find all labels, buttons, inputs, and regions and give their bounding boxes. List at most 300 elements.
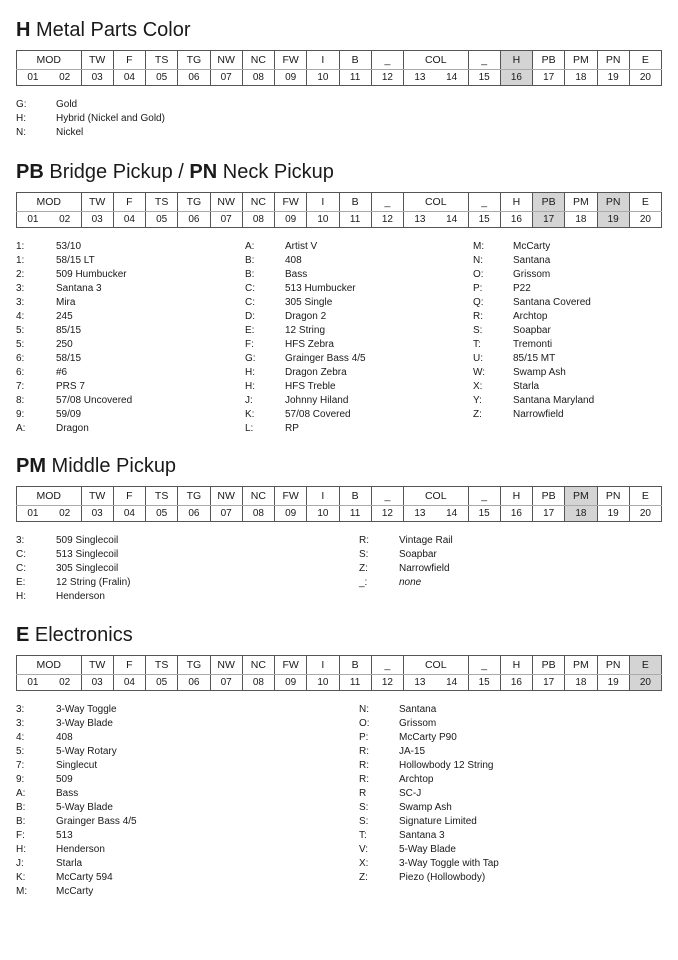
section-metal-parts-color [16,18,662,140]
legend-entry [16,324,132,338]
entry-code: Z: [473,409,482,420]
position-label: I [307,656,339,675]
entry-code: E: [245,325,255,336]
legend-entry [245,268,366,282]
position-number: 04 [113,675,145,691]
legend-entry [359,843,499,857]
legend-column [245,240,366,436]
entry-code: C: [245,283,255,294]
legend-entry [16,408,132,422]
legend-entry [16,576,130,590]
legend-entry [245,254,366,268]
legend-entry [359,773,499,787]
entry-code: B: [245,269,255,280]
entry-code: 3: [16,718,25,729]
entry-code: H: [16,844,26,855]
position-label: PB [533,656,565,675]
position-label: E [629,51,661,70]
legend-entry [245,240,366,254]
position-number: 19 [597,70,629,86]
position-number: 11 [339,675,371,691]
position-label: COL [404,193,469,212]
legend-entry [473,352,594,366]
entry-description: Piezo (Hollowbody) [399,872,486,883]
position-label: PB [533,193,565,212]
position-number: 19 [597,506,629,522]
position-label: PB [533,487,565,506]
position-label: _ [468,193,500,212]
entry-description: Johnny Hiland [285,395,349,406]
position-label: E [629,487,661,506]
entry-description: Vintage Rail [399,535,453,546]
position-label: _ [371,51,403,70]
number-row [17,212,662,228]
position-number: 01 [17,506,49,522]
entry-code: 3: [16,297,25,308]
position-number: 03 [81,506,113,522]
legend-column [16,98,165,140]
entry-code: A: [16,788,26,799]
position-number: 15 [468,70,500,86]
position-number: 01 [17,212,49,228]
position-number: 10 [307,675,339,691]
entry-description: Tremonti [513,339,553,350]
position-number: 04 [113,212,145,228]
number-row [17,675,662,691]
entry-description: Soapbar [399,549,437,560]
legend-entry [245,422,366,436]
legend-entry [359,576,453,590]
entry-description: 513 Singlecoil [56,549,119,560]
entry-description: 408 [285,255,302,266]
entry-description: Santana Maryland [513,395,595,406]
legend-entry [16,562,130,576]
position-label: _ [468,487,500,506]
entry-code: S: [359,549,369,560]
entry-code: 4: [16,732,25,743]
entry-description: 3-Way Toggle with Tap [399,858,499,869]
entry-description: 5-Way Blade [399,844,456,855]
legend-entry [16,282,132,296]
legend-entry [245,296,366,310]
entry-description: Swamp Ash [399,802,452,813]
entry-code: P: [473,283,483,294]
position-number: 16 [500,70,532,86]
position-label: _ [468,656,500,675]
legend-entry [16,703,137,717]
legend-entry [16,843,137,857]
entry-description: Starla [513,381,540,392]
position-label: B [339,656,371,675]
legend-entry [359,548,453,562]
position-label: TG [178,193,210,212]
entry-code: C: [16,549,26,560]
entry-description: 305 Singlecoil [56,563,119,574]
entry-code: N: [16,127,26,138]
legend-entry [359,534,453,548]
entry-code: N: [473,255,483,266]
entry-code: N: [359,704,369,715]
entry-code: H: [16,113,26,124]
position-number: 06 [178,506,210,522]
entry-code: 3: [16,283,25,294]
position-label: PB [533,51,565,70]
entry-code: 6: [16,353,25,364]
section-heading [16,18,662,42]
position-number: 07 [210,212,242,228]
position-label: TG [178,487,210,506]
legend-entry [16,296,132,310]
legend-entry [473,394,594,408]
position-number: 16 [500,675,532,691]
position-number: 02 [49,675,81,691]
entry-description: RP [285,423,299,434]
legend-entry [359,759,499,773]
entry-code: B: [16,802,26,813]
position-label: F [113,656,145,675]
position-label: FW [275,656,307,675]
entry-description: Mira [56,297,76,308]
entry-code: 9: [16,409,25,420]
position-label: _ [371,656,403,675]
position-number: 07 [210,70,242,86]
entry-code: X: [473,381,483,392]
legend-entry [16,534,130,548]
position-label: F [113,487,145,506]
position-label: NW [210,193,242,212]
position-number: 17 [533,70,565,86]
heading-title: Electronics [29,624,133,646]
entry-code: L: [245,423,254,434]
position-number: 12 [371,70,403,86]
position-label: MOD [17,51,82,70]
position-number: 13 [404,675,436,691]
code-legend [16,534,662,604]
position-number: 13 [404,212,436,228]
entry-code: 9: [16,774,25,785]
legend-column [16,240,132,436]
position-number: 15 [468,506,500,522]
legend-entry [359,731,499,745]
position-label: H [500,656,532,675]
entry-code: C: [16,563,26,574]
legend-entry [16,394,132,408]
position-label: H [500,193,532,212]
legend-entry [473,282,594,296]
entry-code: 6: [16,367,25,378]
entry-description: Henderson [56,844,105,855]
position-label: TG [178,51,210,70]
position-number: 11 [339,212,371,228]
legend-entry [16,98,165,112]
position-label: _ [371,193,403,212]
position-number: 15 [468,212,500,228]
legend-entry [245,352,366,366]
position-number: 17 [533,506,565,522]
section-heading [16,454,662,478]
position-label: NW [210,656,242,675]
section-bridge-neck-pickup [16,160,662,436]
entry-code: B: [16,816,26,827]
legend-entry [473,296,594,310]
position-label: F [113,51,145,70]
heading-code: PB [16,161,44,183]
heading-title: Middle Pickup [46,455,177,477]
legend-entry [16,310,132,324]
position-number: 20 [629,70,661,86]
entry-description: Bass [285,269,308,280]
position-label: H [500,51,532,70]
legend-entry [473,324,594,338]
position-number: 05 [146,70,178,86]
entry-description: Grainger Bass 4/5 [56,816,137,827]
code-legend [16,240,662,436]
entry-description: 12 String (Fralin) [56,577,131,588]
position-label: NC [242,193,274,212]
legend-entry [16,380,132,394]
entry-description: 513 [56,830,73,841]
entry-code: O: [473,269,484,280]
entry-description: P22 [513,283,531,294]
heading-code: H [16,19,31,41]
legend-entry [359,815,499,829]
entry-code: P: [359,732,369,743]
position-number: 08 [242,506,274,522]
entry-code: D: [245,311,255,322]
position-number: 19 [597,212,629,228]
entry-code: 7: [16,381,25,392]
position-number: 03 [81,675,113,691]
entry-code: R: [473,311,483,322]
section-heading [16,160,662,184]
position-number: 06 [178,70,210,86]
entry-code: H: [245,367,255,378]
legend-entry [16,787,137,801]
entry-description: Gold [56,99,78,110]
entry-code: F: [245,339,254,350]
entry-description: Santana Covered [513,297,591,308]
code-legend [16,98,662,140]
entry-code: S: [359,816,369,827]
position-number: 15 [468,675,500,691]
heading-title: Bridge Pickup / [43,161,190,183]
legend-entry [16,112,165,126]
entry-code: 2: [16,269,25,280]
legend-entry [359,717,499,731]
position-number: 08 [242,212,274,228]
position-label: TW [81,193,113,212]
position-number: 12 [371,506,403,522]
position-number: 18 [565,506,597,522]
entry-description: 509 [56,774,73,785]
legend-entry [473,240,594,254]
code-position-table [16,486,662,522]
entry-code: S: [473,325,483,336]
entry-description: 408 [56,732,73,743]
position-label: NC [242,487,274,506]
position-number: 07 [210,506,242,522]
entry-code: 5: [16,339,25,350]
entry-code: B: [245,255,255,266]
position-number: 02 [49,70,81,86]
entry-code: W: [473,367,486,378]
legend-entry [473,380,594,394]
entry-description: HFS Zebra [285,339,334,350]
label-row [17,51,662,70]
position-number: 04 [113,506,145,522]
legend-column [359,534,453,590]
position-label: TW [81,51,113,70]
position-number: 01 [17,70,49,86]
entry-description: Grissom [399,718,437,729]
entry-description: 509 Singlecoil [56,535,119,546]
legend-entry [245,338,366,352]
position-number: 16 [500,506,532,522]
position-number: 08 [242,70,274,86]
position-label: MOD [17,193,82,212]
legend-entry [16,338,132,352]
position-number: 05 [146,506,178,522]
entry-code: V: [359,844,369,855]
position-label: COL [404,487,469,506]
entry-description: 250 [56,339,73,350]
entry-code: K: [245,409,255,420]
position-number: 14 [436,675,468,691]
entry-description: Grissom [513,269,551,280]
position-number: 12 [371,675,403,691]
legend-column [473,240,594,422]
position-label: PN [597,656,629,675]
legend-entry [16,857,137,871]
legend-entry [473,268,594,282]
entry-code: T: [359,830,367,841]
legend-entry [473,366,594,380]
section-middle-pickup [16,454,662,604]
legend-entry [16,745,137,759]
legend-entry [359,562,453,576]
position-label: I [307,487,339,506]
entry-description: PRS 7 [56,381,85,392]
legend-entry [16,759,137,773]
entry-description: 509 Humbucker [56,269,127,280]
code-position-table [16,192,662,228]
position-label: PM [565,51,597,70]
legend-entry [16,590,130,604]
legend-entry [16,254,132,268]
position-label: E [629,193,661,212]
position-label: PM [565,656,597,675]
label-row [17,193,662,212]
position-number: 09 [275,506,307,522]
entry-code: 8: [16,395,25,406]
entry-description: Narrowfield [399,563,450,574]
entry-code: G: [245,353,256,364]
entry-description: Hybrid (Nickel and Gold) [56,113,165,124]
position-label: COL [404,656,469,675]
label-row [17,656,662,675]
entry-code: G: [16,99,27,110]
entry-description: Dragon 2 [285,311,327,322]
entry-code: 3: [16,704,25,715]
entry-code: R: [359,774,369,785]
entry-description: 5-Way Blade [56,802,113,813]
position-label: PM [565,193,597,212]
position-number: 17 [533,675,565,691]
entry-description: Dragon [56,423,89,434]
entry-code: H: [245,381,255,392]
entry-code: Z: [359,563,368,574]
position-label: NW [210,487,242,506]
position-label: I [307,51,339,70]
position-label: E [629,656,661,675]
entry-description: Bass [56,788,79,799]
position-label: MOD [17,487,82,506]
entry-description: Santana [513,255,551,266]
entry-description: Artist V [285,241,318,252]
legend-entry [473,310,594,324]
position-label: TW [81,656,113,675]
position-number: 10 [307,70,339,86]
legend-entry [359,871,499,885]
entry-description: Signature Limited [399,816,477,827]
position-number: 18 [565,212,597,228]
position-number: 06 [178,212,210,228]
legend-entry [245,324,366,338]
position-number: 16 [500,212,532,228]
position-number: 20 [629,506,661,522]
entry-description: 3-Way Blade [56,718,113,729]
position-number: 17 [533,212,565,228]
position-number: 11 [339,70,371,86]
heading-code: E [16,624,30,646]
entry-description: McCarty P90 [399,732,457,743]
position-number: 10 [307,212,339,228]
position-label: FW [275,487,307,506]
position-number: 05 [146,675,178,691]
entry-description: Nickel [56,127,84,138]
position-label: PM [565,487,597,506]
position-label: I [307,193,339,212]
position-number: 04 [113,70,145,86]
legend-entry [473,408,594,422]
heading-title: Neck Pickup [217,161,334,183]
legend-entry [16,773,137,787]
legend-entry [359,703,499,717]
legend-entry [16,871,137,885]
entry-code: R [359,788,367,799]
position-label: TW [81,487,113,506]
entry-description: Soapbar [513,325,551,336]
entry-description: none [399,577,422,588]
legend-entry [245,282,366,296]
position-label: FW [275,51,307,70]
entry-description: #6 [56,367,68,378]
section-electronics [16,623,662,899]
position-label: TS [146,193,178,212]
position-label: _ [371,487,403,506]
entry-code: S: [359,802,369,813]
position-number: 03 [81,212,113,228]
position-label: F [113,193,145,212]
label-row [17,487,662,506]
legend-entry [359,829,499,843]
entry-description: Dragon Zebra [285,367,347,378]
legend-entry [16,829,137,843]
entry-description: Archtop [513,311,548,322]
entry-code: T: [473,339,481,350]
position-number: 06 [178,675,210,691]
position-number: 03 [81,70,113,86]
